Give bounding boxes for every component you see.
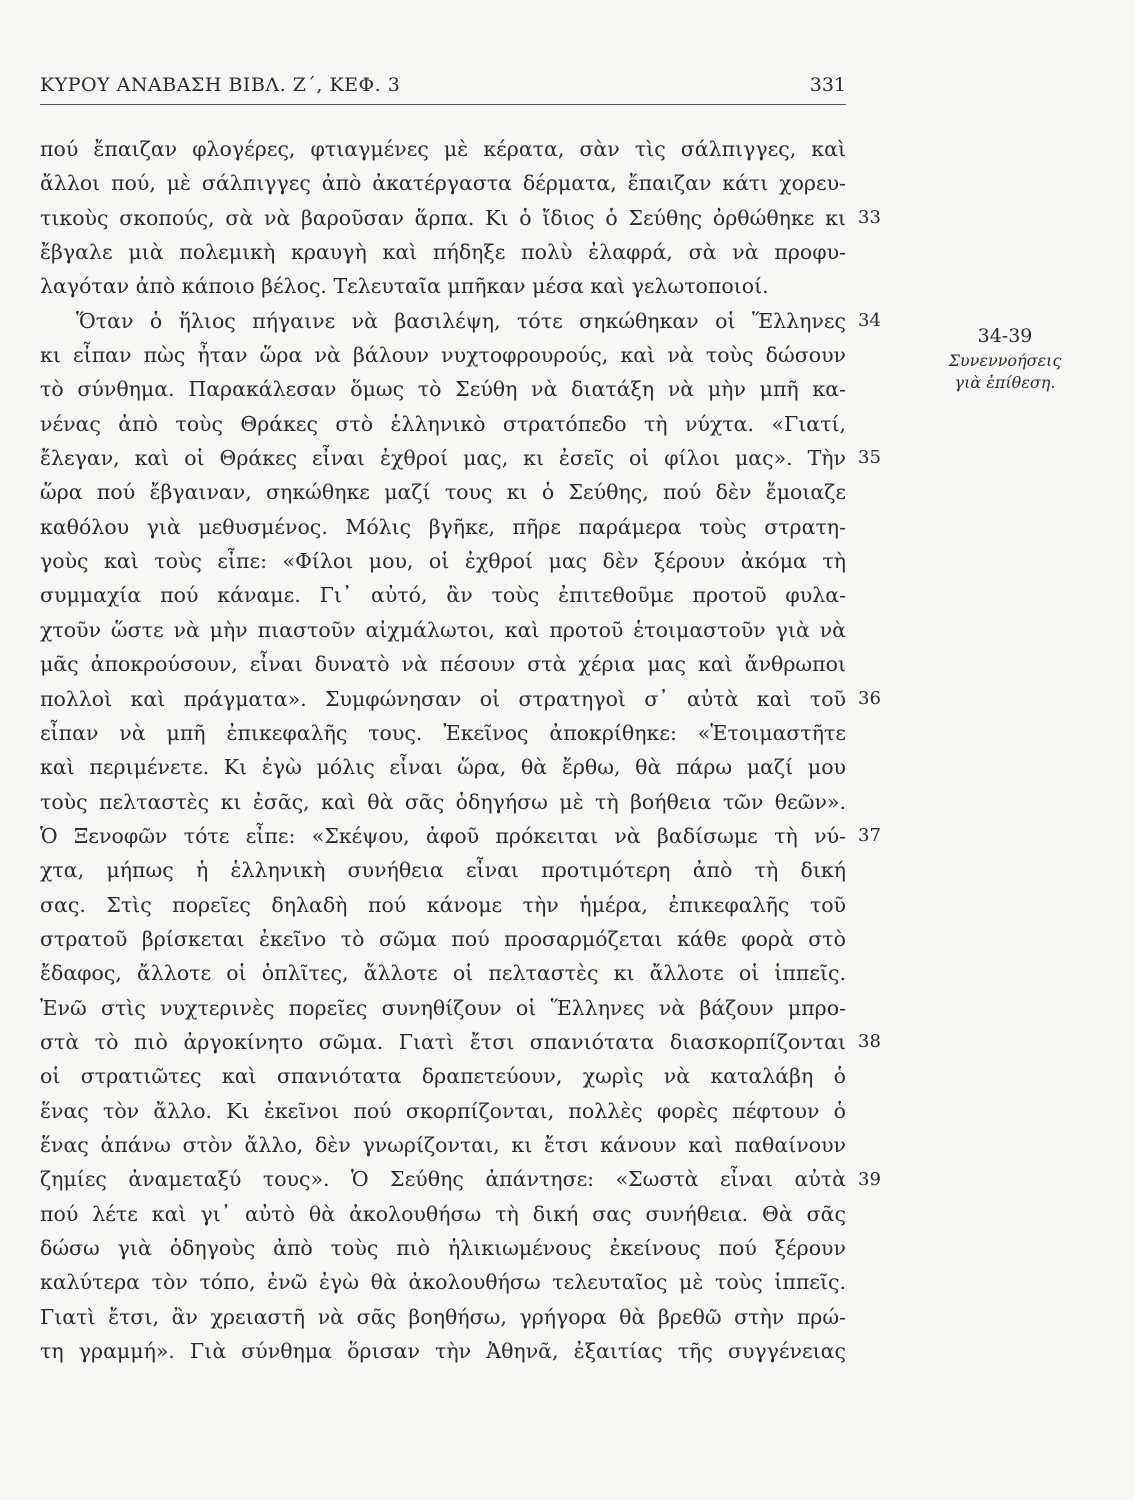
text-line-content: πού λέτε καὶ γι᾿ αὐτὸ θὰ ἀκολουθήσω τὴ δική σας συνήθεια. Θὰ σᾶς (40, 1201, 846, 1226)
text-line-content: Γιατὶ ἔτσι, ἂν χρειαστῆ νὰ σᾶς βοηθήσω, γρήγορα θὰ βρεθῶ στὴν πρώ- (40, 1304, 846, 1329)
text-line-content: δώσω γιὰ ὁδηγοὺς ἀπὸ τοὺς πιὸ ἡλικιωμένους ἐκείνους πού ξέρουν (40, 1236, 846, 1260)
text-line (40, 785, 850, 819)
margin-note (905, 322, 1105, 394)
text-line-content: λαγόταν ἀπὸ κάποιο βέλος. Τελευταῖα μπῆκαν μέσα καὶ γελωτοποιοί. (40, 274, 769, 299)
text-line (40, 1300, 850, 1334)
text-line-content: κι εἶπαν πὼς ἦταν ὥρα νὰ βάλουν νυχτοφρουρούς, καὶ νὰ τοὺς δώσουν (40, 343, 846, 368)
text-line (40, 1265, 850, 1299)
text-line-content: καλύτερα τὸν τόπο, ἐνῶ ἐγὼ θὰ ἀκολουθήσω τελευταῖος μὲ τοὺς ἱππεῖς. (40, 1270, 846, 1295)
text-line-content: ὥρα πού ἔβγαιναν, σηκώθηκε μαζί τους κι ὁ Σεύθης, πού δὲν ἔμοιαζε (40, 480, 846, 505)
text-line (40, 441, 850, 475)
text-line-content: στρατοῦ βρίσκεται ἐκεῖνο τὸ σῶμα πού προσαρμόζεται κάθε φορὰ στὸ (40, 926, 846, 951)
text-line (40, 1231, 850, 1265)
text-line-content: σας. Στὶς πορεῖες δηλαδὴ πού κάνομε τὴν ἡμέρα, ἐπικεφαλῆς τοῦ (40, 892, 846, 917)
text-line-content: μᾶς ἀποκρούσουν, εἶναι δυνατὸ νὰ πέσουν στὰ χέρια μας καὶ ἄνθρωποι (40, 652, 846, 677)
text-line (40, 304, 850, 338)
text-line (40, 166, 850, 200)
text-line-content: ἕνας ἀπάνω στὸν ἄλλο, δὲν γνωρίζονται, κι ἔτσι κάνουν καὶ παθαίνουν (40, 1132, 846, 1157)
text-line-content: Ὅταν ὁ ἥλιος πήγαινε νὰ βασιλέψη, τότε σηκώθηκαν οἱ Ἕλληνες (76, 308, 846, 333)
text-line (40, 132, 850, 166)
text-line-content: ἔβγαλε μιὰ πολεμικὴ κραυγὴ καὶ πήδηξε πολὺ ἐλαφρά, σὰ νὰ προφυ- (40, 240, 846, 265)
text-line (40, 510, 850, 544)
text-line (40, 338, 850, 372)
text-line (40, 1128, 850, 1162)
running-header (40, 68, 846, 98)
text-line-content: ἔλεγαν, καὶ οἱ Θράκες εἶναι ἐχθροί μας, κι ἐσεῖς οἱ φίλοι μας». Τὴν (40, 446, 846, 471)
text-line (40, 682, 850, 716)
text-line-content: καθόλου γιὰ μεθυσμένος. Μόλις βγῆκε, πῆρε παράμερα τοὺς στρατη- (40, 514, 846, 539)
text-line-content: ἕνας τὸν ἄλλο. Κι ἐκεῖνοι πού σκορπίζονται, πολλὲς φορὲς πέφτουν ὁ (40, 1098, 846, 1123)
running-head: ΚΥΡΟΥ ΑΝΑΒΑΣΗ ΒΙΒΛ. Ζ΄, ΚΕΦ. 3 (40, 74, 401, 96)
text-line (40, 1197, 850, 1231)
text-line-content: χτοῦν ὥστε νὰ μὴν πιαστοῦν αἰχμάλωτοι, καὶ προτοῦ ἑτοιμαστοῦν γιὰ νὰ (40, 617, 846, 642)
text-line (40, 853, 850, 887)
text-line (40, 956, 850, 990)
text-line-content: ζημίες ἀναμεταξύ τους». Ὁ Σεύθης ἀπάντησε: «Σωστὰ εἶναι αὐτὰ (40, 1167, 846, 1192)
text-line-content: στὰ τὸ πιὸ ἀργοκίνητο σῶμα. Γιατὶ ἔτσι σπανιότατα διασκορπίζονται (40, 1029, 846, 1054)
text-line (40, 269, 850, 303)
section-number: 34 (858, 309, 881, 331)
text-line-content: Ἐνῶ στὶς νυχτερινὲς πορεῖες συνηθίζουν οἱ Ἕλληνες νὰ βάζουν μπρο- (40, 995, 846, 1020)
margin-note-range: 34-39 (977, 325, 1033, 347)
text-line (40, 1094, 850, 1128)
text-line (40, 647, 850, 681)
text-line (40, 372, 850, 406)
text-line-content: Ὁ Ξενοφῶν τότε εἶπε: «Σκέψου, ἀφοῦ πρόκειται νὰ βαδίσωμε τὴ νύ- (40, 823, 846, 848)
text-line-content: τὸ σύνθημα. Παρακάλεσαν ὅμως τὸ Σεύθη νὰ διατάξη νὰ μὴν μπῆ κα- (40, 377, 846, 402)
text-line (40, 544, 850, 578)
text-line (40, 1162, 850, 1196)
text-line (40, 888, 850, 922)
text-line-content: ἄλλοι πού, μὲ σάλπιγγες ἀπὸ ἀκατέργαστα δέρματα, ἔπαιζαν κάτι χορευ- (40, 171, 846, 196)
section-number: 38 (858, 1031, 881, 1053)
text-line-content: πολλοὶ καὶ πράγματα». Συμφώνησαν οἱ στρατηγοὶ σ᾿ αὐτὰ καὶ τοῦ (40, 686, 846, 711)
text-line (40, 1025, 850, 1059)
text-line-content: νένας ἀπὸ τοὺς Θράκες στὸ ἑλληνικὸ στρατόπεδο τὴ νύχτα. «Γιατί, (40, 411, 846, 436)
section-number: 36 (858, 687, 881, 709)
text-line-content: πού ἔπαιζαν φλογέρες, φτιαγμένες μὲ κέρατα, σὰν τὶς σάλπιγγες, καὶ (40, 137, 846, 161)
text-line (40, 922, 850, 956)
text-line (40, 201, 850, 235)
text-line-content: τικοὺς σκοπούς, σὰ νὰ βαροῦσαν ἅρπα. Κι ὁ ἴδιος ὁ Σεύθης ὀρθώθηκε κι (40, 205, 846, 230)
section-number: 37 (858, 825, 881, 846)
text-line-content: συμμαχία πού κάναμε. Γι᾿ αὐτό, ἂν τοὺς ἐπιτεθοῦμε προτοῦ φυλα- (40, 583, 846, 608)
text-line (40, 991, 850, 1025)
text-line (40, 716, 850, 750)
text-line (40, 475, 850, 509)
text-line-content: γοὺς καὶ τοὺς εἶπε: «Φίλοι μου, οἱ ἐχθροί μας δὲν ξέρουν ἀκόμα τὴ (40, 549, 846, 574)
text-line-content: ἔδαφος, ἄλλοτε οἱ ὁπλῖτες, ἄλλοτε οἱ πελταστὲς κι ἄλλοτε οἱ ἱππεῖς. (40, 961, 846, 986)
text-line-content: τη γραμμή». Γιὰ σύνθημα ὅρισαν τὴν Ἀθηνᾶ, ἐξαιτίας τῆς συγγένειας (40, 1339, 846, 1364)
section-number: 39 (858, 1168, 881, 1190)
text-line (40, 613, 850, 647)
body-text (40, 132, 850, 1368)
text-line (40, 578, 850, 612)
section-number: 35 (858, 447, 881, 469)
text-line (40, 235, 850, 269)
header-rule (40, 104, 846, 105)
margin-note-line-2: γιὰ ἐπίθεση. (954, 373, 1056, 392)
section-number: 33 (858, 206, 881, 228)
text-line (40, 407, 850, 441)
text-line-content: καὶ περιμένετε. Κι ἐγὼ μόλις εἶναι ὥρα, θὰ ἔρθω, θὰ πάρω μαζί μου (40, 755, 846, 780)
text-line (40, 1334, 850, 1368)
text-line-content: εἶπαν νὰ μπῆ ἐπικεφαλῆς τους. Ἐκεῖνος ἀποκρίθηκε: «Ἑτοιμαστῆτε (40, 720, 846, 745)
text-line (40, 750, 850, 784)
text-line-content: οἱ στρατιῶτες καὶ σπανιότατα δραπετεύουν, χωρὶς νὰ καταλάβη ὁ (40, 1064, 846, 1089)
text-line-content: χτα, μήπως ἡ ἑλληνικὴ συνήθεια εἶναι προτιμότερη ἀπὸ τὴ δική (40, 858, 846, 883)
text-line (40, 1059, 850, 1093)
page-number: 331 (809, 74, 846, 96)
text-line-content: τοὺς πελταστὲς κι ἐσᾶς, καὶ θὰ σᾶς ὁδηγήσω μὲ τὴ βοήθεια τῶν θεῶν». (40, 789, 846, 814)
text-line (40, 819, 850, 853)
margin-note-line-1: Συνεννοήσεις (948, 351, 1062, 370)
